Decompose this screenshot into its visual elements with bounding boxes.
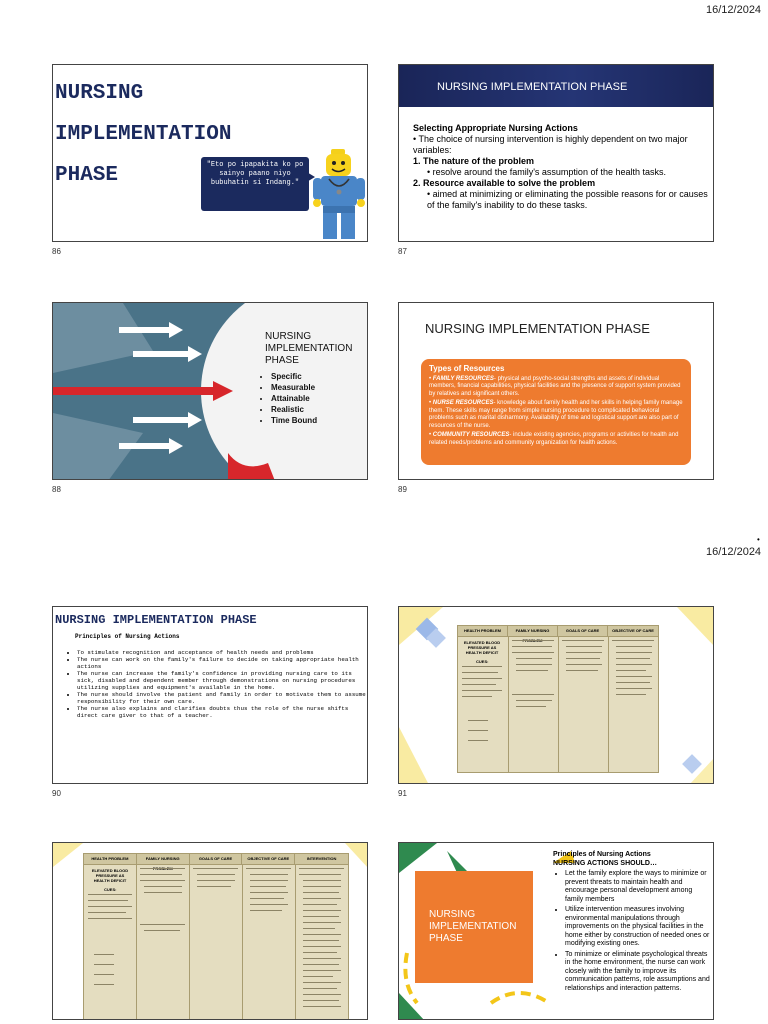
slide-87-item-2-sub: • aimed at minimizing or eliminating the possible reasons for or causes of the family's inability to do these tasks. xyxy=(427,189,708,210)
smart-item: • Attainable xyxy=(271,393,317,404)
table-row-label: ELEVATED BLOOD PRESSURE AS HEALTH DEFICIT xyxy=(91,868,129,883)
slide-93-title: NURSING IMPLEMENTATION PHASE xyxy=(429,909,517,944)
slide-93-title-box xyxy=(415,871,533,983)
care-plan-table xyxy=(457,625,659,773)
page-number-90: 90 xyxy=(52,789,61,798)
slide-90-bullets xyxy=(65,649,368,719)
slide-90-title: NURSING IMPLEMENTATION PHASE xyxy=(55,613,257,627)
lego-nurse-figure xyxy=(311,145,367,241)
page-date-top: 16/12/2024 xyxy=(706,4,762,16)
page-date-middle: 16/12/2024 xyxy=(706,546,762,558)
resources-box-title: Types of Resources xyxy=(429,364,505,373)
resources-box xyxy=(421,359,691,465)
slide-86-title: NURSING IMPLEMENTATION PHASE xyxy=(55,82,232,187)
principle-item: • To stimulate recognition and acceptance of health needs and problems xyxy=(77,649,368,656)
principle-item: • The nurse also explains and clarifies doubts thus the role of the nurse shifts direct care giver to that of a teacher. xyxy=(77,705,368,719)
slide-92[interactable] xyxy=(52,842,368,1020)
care-plan-table xyxy=(83,853,349,1020)
slide-87-item-2: 2. Resource available to solve the problem xyxy=(413,178,596,188)
slide-87-header: NURSING IMPLEMENTATION PHASE xyxy=(437,81,628,93)
care-plan-table-header: HEALTH PROBLEM FAMILY NURSING GOALS OF CARE OBJECTIVE OF CARE xyxy=(458,626,658,637)
slide-89-title: NURSING IMPLEMENTATION PHASE xyxy=(425,321,650,336)
slide-87-heading: Selecting Appropriate Nursing Actions xyxy=(413,123,578,133)
slide-93-bullets xyxy=(553,870,711,993)
table-cues-label: CUES: xyxy=(476,659,489,664)
slide-93-subheading: NURSING ACTIONS SHOULD… xyxy=(553,859,657,867)
dot-mark: • xyxy=(757,535,760,544)
smart-item: • Realistic xyxy=(271,404,317,415)
resource-item: • FAMILY RESOURCES- physical and psycho-social strengths and assets of individual members, financial capabilities, physical facilities and the presence of support system provided by relatives and significant others. xyxy=(429,375,681,397)
page-number-89: 89 xyxy=(398,485,407,494)
slide-90-subtitle: Principles of Nursing Actions xyxy=(75,633,180,640)
slide-87[interactable] xyxy=(398,64,714,242)
slide-87-intro: • The choice of nursing intervention is highly dependent on two major variables: xyxy=(413,134,688,155)
action-item: • Utilize intervention measures involving environmental manipulations through improvements on the physical facilities in the home either by construction of needed ones or modifying existing ones. xyxy=(565,906,711,949)
slide-93-heading: Principles of Nursing Actions xyxy=(553,851,651,858)
resource-item: • COMMUNITY RESOURCES- include existing agencies, programs or activities for health and related needs/problems and community organization for health actions. xyxy=(429,432,679,446)
principle-item: • The nurse should involve the patient and family in order to motivate them to assume responsibility for their own care. xyxy=(77,691,368,705)
page-number-87: 87 xyxy=(398,247,407,256)
table-cues-label: CUES: xyxy=(104,887,117,892)
action-item: • To minimize or eliminate psychological threats in the home environment, the nurse can work closely with the family to improve its communication patterns, role assumptions and relationships and interaction patterns. xyxy=(565,951,711,994)
slide-88-smart-list xyxy=(259,371,317,426)
resource-item: • NURSE RESOURCES- knowledge about family health and her skills in helping family manage them. These skills may range from simple nursing procedure to complicated behavioral problems such as marital disharmony. Availability of time and logistical support are also part of resources of the nurse. xyxy=(429,400,683,429)
principle-item: • The nurse can work on the family's failure to decide on taking appropriate health actions xyxy=(77,656,368,670)
slide-91[interactable] xyxy=(398,606,714,784)
arrows-graphic xyxy=(53,303,368,480)
page-number-91: 91 xyxy=(398,789,407,798)
table-row-label: ELEVATED BLOOD PRESSURE AS HEALTH DEFICIT xyxy=(463,640,501,655)
slide-88[interactable] xyxy=(52,302,368,480)
page-number-88: 88 xyxy=(52,485,61,494)
speech-bubble: "Eto po ipapakita ko po sainyo paano niyo bubuhatin si Indang." xyxy=(201,157,309,211)
slide-86[interactable] xyxy=(52,64,368,242)
principle-item: • The nurse can increase the family's confidence in providing nursing care to its sick, disabled and dependent member through demonstrations on nursing procedures utilizing supplies and equipment's available in the home. xyxy=(77,670,368,691)
smart-item: • Time Bound xyxy=(271,415,317,426)
slide-87-body xyxy=(413,123,709,211)
slide-93-body xyxy=(553,851,711,993)
smart-item: • Measurable xyxy=(271,382,317,393)
slide-87-item-1: 1. The nature of the problem xyxy=(413,156,535,166)
smart-item: • Specific xyxy=(271,371,317,382)
slide-93[interactable] xyxy=(398,842,714,1020)
slide-87-item-1-sub: • resolve around the family's assumption of the health tasks. xyxy=(427,167,666,177)
care-plan-table-header: HEALTH PROBLEM FAMILY NURSING GOALS OF CARE OBJECTIVE OF CARE INTERVENTION xyxy=(84,854,348,865)
slide-88-title: NURSING IMPLEMENTATION PHASE xyxy=(265,331,353,366)
slide-90[interactable] xyxy=(52,606,368,784)
slide-89[interactable] xyxy=(398,302,714,480)
page-number-86: 86 xyxy=(52,247,61,256)
action-item: • Let the family explore the ways to minimize or prevent threats to maintain health and encourage personal development among family members xyxy=(565,870,711,904)
